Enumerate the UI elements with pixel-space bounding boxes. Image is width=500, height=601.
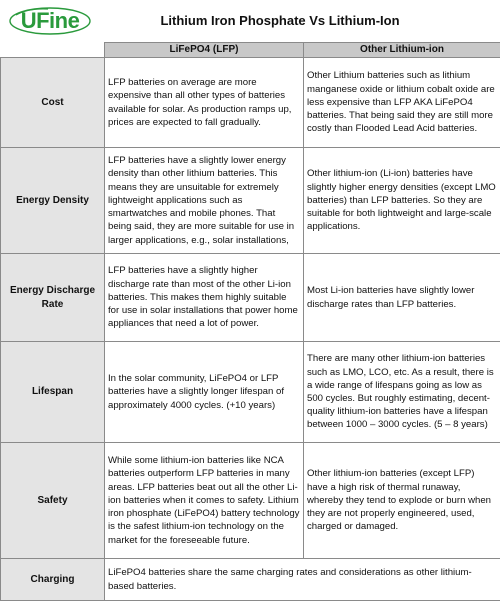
- column-header-other: Other Lithium-ion: [304, 43, 500, 58]
- table-row-discharge-rate: [1, 254, 500, 342]
- table-row-cost: [1, 58, 500, 148]
- row-label-safety: Safety: [1, 443, 105, 559]
- ufine-logo: [8, 6, 92, 36]
- cell-safety-lfp: While some lithium-ion batteries like NCA batteries outperform LFP batteries in many areas. LFP batteries beat out all the other Li-ion batteries when it comes to safety. Lithium iron phosphate (LiFePO4) battery technology is the safest lithium-ion technology on the market for the foreseeable future.: [105, 443, 304, 559]
- cell-energy-density-lfp: LFP batteries have a slightly lower energy density than other lithium batteries. This means they are unsuitable for extremely lightweight applications such as smartwatches and mobile phones. That being said, they are more suitable for use in larger applications, e.g., solar installations,: [105, 148, 304, 254]
- cell-lifespan-lfp: In the solar community, LiFePO4 or LFP batteries have a slightly longer lifespan of approximately 4000 cycles. (+10 years): [105, 342, 304, 443]
- cell-cost-other: Other Lithium batteries such as lithium manganese oxide or lithium cobalt oxide are less expensive than LFP AKA LiFePO4 batteries. That being said they are still more costly than Flooded Lead Acid batteries.: [304, 58, 500, 148]
- cell-discharge-rate-lfp: LFP batteries have a slightly higher discharge rate than most of the other Li-ion batteries. This makes them highly suitable for use in solar installations that power home appliances that need a lot of power.: [105, 254, 304, 342]
- cell-discharge-rate-other: Most Li-ion batteries have slightly lower discharge rates than LFP batteries.: [304, 254, 500, 342]
- row-label-lifespan: Lifespan: [1, 342, 105, 443]
- page-title: Lithium Iron Phosphate Vs Lithium-Ion: [120, 0, 440, 42]
- header-corner: [1, 43, 105, 58]
- row-label-charging: Charging: [1, 559, 105, 601]
- comparison-table: [0, 42, 500, 601]
- row-label-cost: Cost: [1, 58, 105, 148]
- column-header-lfp: LiFePO4 (LFP): [105, 43, 304, 58]
- row-label-energy-density: Energy Density: [1, 148, 105, 254]
- cell-cost-lfp: LFP batteries on average are more expensive than all other types of batteries available for solar. As production ramps up, prices are expected to fall gradually.: [105, 58, 304, 148]
- logo-text: UFine: [8, 6, 92, 36]
- header: [0, 0, 500, 42]
- table-row-safety: [1, 443, 500, 559]
- row-label-discharge-rate: Energy Discharge Rate: [1, 254, 105, 342]
- cell-charging-merged: LiFePO4 batteries share the same charging rates and considerations as other lithium-based batteries.: [105, 559, 500, 601]
- cell-lifespan-other: There are many other lithium-ion batteries such as LMO, LCO, etc. As a result, there is a wide range of lifespans going as low as 500 cycles. But roughly estimating, decent-quality lithium-ion batteries have a lifespan between 1000 – 3000 cycles. (5 – 8 years): [304, 342, 500, 443]
- table-row-charging: [1, 559, 500, 601]
- table-row-lifespan: [1, 342, 500, 443]
- cell-energy-density-other: Other lithium-ion (Li-ion) batteries have slightly higher energy densities (except LMO batteries) than LFP batteries. So they are suitable for both lightweight and large-scale applications.: [304, 148, 500, 254]
- cell-safety-other: Other lithium-ion batteries (except LFP) have a high risk of thermal runaway, whereby they tend to explode or burn when they are not properly engineered, used, charged or damaged.: [304, 443, 500, 559]
- table-header-row: [1, 43, 500, 58]
- table-row-energy-density: [1, 148, 500, 254]
